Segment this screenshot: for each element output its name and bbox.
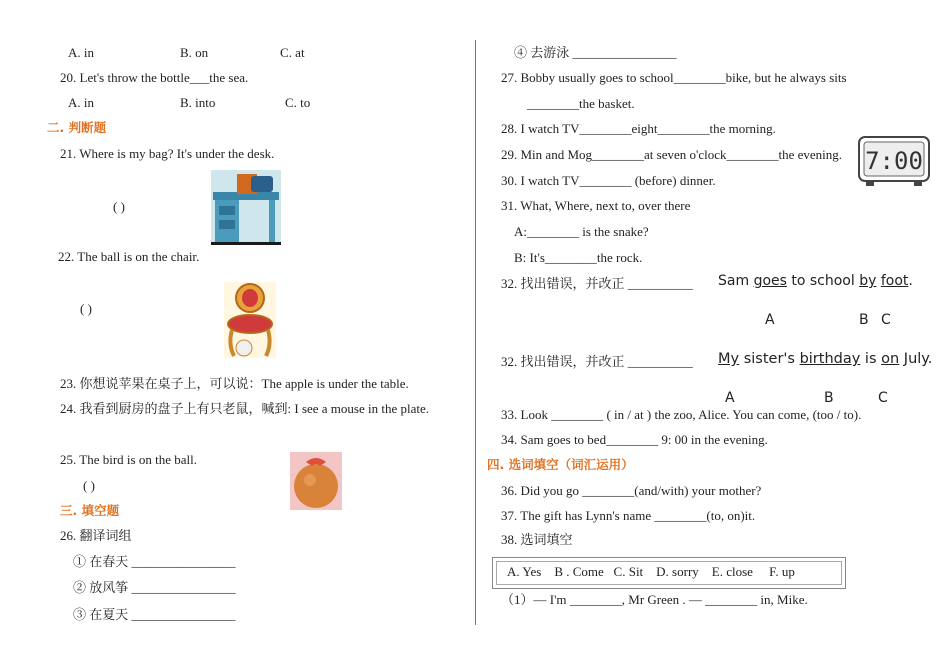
q32b-word: is bbox=[860, 351, 882, 367]
q26-item-4: ④ 去游泳 ________________ bbox=[514, 45, 677, 60]
question-29: 29. Min and Mog________at seven o'clock________the evening. bbox=[501, 147, 843, 162]
q32a-error-sentence bbox=[718, 273, 913, 289]
section-4-heading: 四. 选词填空（词汇运用） bbox=[487, 457, 634, 472]
section-2-heading: 二. 判断题 bbox=[47, 120, 107, 135]
q32a-word: to school bbox=[786, 273, 860, 289]
q20-option-c: C. to bbox=[285, 95, 311, 110]
clock-icon bbox=[858, 136, 930, 188]
question-24: 24. 我看到厨房的盘子上有只老鼠，喊到: I see a mouse in the plate. bbox=[60, 401, 430, 416]
section-3-heading: 三. 填空题 bbox=[60, 503, 120, 518]
question-26: 26. 翻译词组 bbox=[60, 528, 132, 543]
clock-time: 7:00 bbox=[865, 147, 923, 175]
q20-option-a: A. in bbox=[68, 95, 94, 110]
question-20: 20. Let's throw the bottle___the sea. bbox=[60, 70, 249, 85]
q32a-word: . bbox=[908, 273, 913, 289]
q32b-word-birthday: birthday bbox=[799, 351, 861, 367]
q32a-word-goes: goes bbox=[753, 273, 787, 289]
q26-item-3: ③ 在夏天 ________________ bbox=[73, 607, 236, 622]
q32b-word: sister's bbox=[739, 351, 800, 367]
question-27-line1: 27. Bobby usually goes to school________bike, but he always sits bbox=[501, 70, 847, 85]
question-30: 30. I watch TV________ (before) dinner. bbox=[501, 173, 716, 188]
q38-item-1: （1）— I'm ________, Mr Green . — ________ in, Mike. bbox=[501, 592, 808, 607]
q26-item-2: ② 放风筝 ________________ bbox=[73, 580, 236, 595]
q25-answer-parens: ( ) bbox=[83, 478, 95, 493]
question-23: 23. 你想说苹果在桌子上，可以说：The apple is under the table. bbox=[60, 376, 409, 391]
q19-option-b: B. on bbox=[180, 45, 209, 60]
question-32-second: 32. 找出错误，并改正 __________ bbox=[501, 354, 693, 369]
question-22: 22. The ball is on the chair. bbox=[58, 249, 200, 264]
question-38: 38. 选词填空 bbox=[501, 532, 573, 547]
q19-option-c: C. at bbox=[280, 45, 305, 60]
q19-option-a: A. in bbox=[68, 45, 94, 60]
column-divider bbox=[475, 40, 476, 625]
q32a-label-b: B bbox=[859, 312, 869, 328]
q32b-word-on: on bbox=[881, 351, 900, 367]
question-25: 25. The bird is on the ball. bbox=[60, 452, 197, 467]
q31-line-a: A:________ is the snake? bbox=[514, 224, 649, 239]
q38-word-bank-box bbox=[492, 557, 846, 589]
q32b-word: July. bbox=[899, 351, 933, 367]
q32a-label-c: C bbox=[881, 312, 891, 328]
q32a-label-a: A bbox=[765, 312, 775, 328]
question-27-line2: ________the basket. bbox=[527, 96, 635, 111]
q32a-word-foot: foot bbox=[880, 273, 909, 289]
q32b-error-sentence bbox=[718, 351, 932, 367]
question-33: 33. Look ________ ( in / at ) the zoo, Alice. You can come, (too / to). bbox=[501, 407, 862, 422]
question-31: 31. What, Where, next to, over there bbox=[501, 198, 691, 213]
q32b-label-b: B bbox=[824, 390, 834, 406]
q26-item-1: ① 在春天 ________________ bbox=[73, 554, 236, 569]
q32a-word: Sam bbox=[718, 273, 754, 289]
q32a-word-by: by bbox=[859, 273, 877, 289]
q32b-label-c: C bbox=[878, 390, 888, 406]
question-21: 21. Where is my bag? It's under the desk. bbox=[60, 146, 275, 161]
question-32-first: 32. 找出错误，并改正 __________ bbox=[501, 276, 693, 291]
question-28: 28. I watch TV________eight________the morning. bbox=[501, 121, 776, 136]
bird-ball-image bbox=[290, 452, 342, 510]
q22-answer-parens: ( ) bbox=[80, 301, 92, 316]
q20-option-b: B. into bbox=[180, 95, 216, 110]
q31-line-b: B: It's________the rock. bbox=[514, 250, 643, 265]
desk-bag-image bbox=[211, 170, 281, 245]
question-36: 36. Did you go ________(and/with) your mother? bbox=[501, 483, 762, 498]
q38-word-bank: A. Yes B . Come C. Sit D. sorry E. close F. up bbox=[507, 564, 795, 579]
q21-answer-parens: ( ) bbox=[113, 199, 125, 214]
chair-ball-image bbox=[224, 282, 276, 358]
question-37: 37. The gift has Lynn's name ________(to, on)it. bbox=[501, 508, 756, 523]
q32b-word-my: My bbox=[718, 351, 740, 367]
question-34: 34. Sam goes to bed________ 9: 00 in the evening. bbox=[501, 432, 768, 447]
q32b-label-a: A bbox=[725, 390, 735, 406]
